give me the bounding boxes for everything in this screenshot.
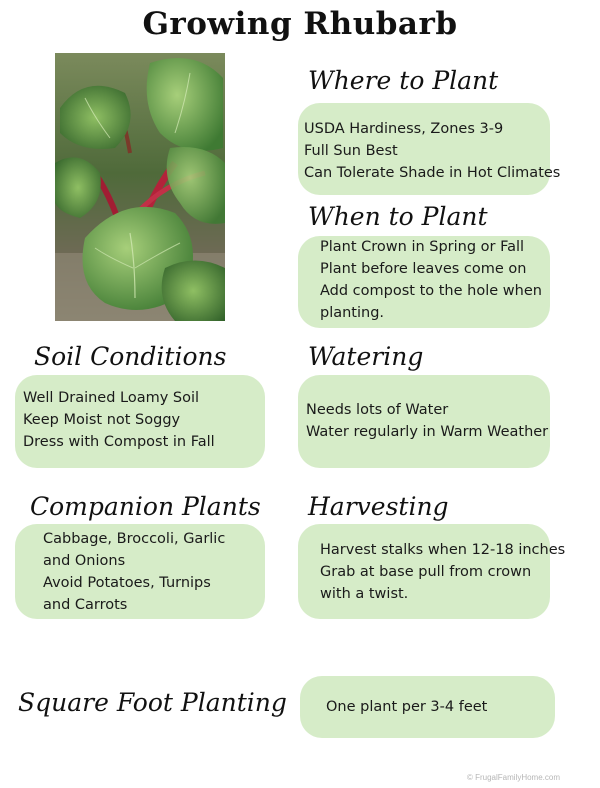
square-foot-line: One plant per 3-4 feet xyxy=(326,699,488,715)
where-to-plant-line: Can Tolerate Shade in Hot Climates xyxy=(304,165,561,181)
companion-plants-line: and Onions xyxy=(43,553,126,569)
companion-plants-line: Cabbage, Broccoli, Garlic xyxy=(43,531,226,547)
where-to-plant-box xyxy=(298,103,561,195)
soil-conditions-line: Keep Moist not Soggy xyxy=(23,412,181,428)
footer-credit: © FrugalFamilyHome.com xyxy=(466,773,560,782)
soil-conditions-line: Well Drained Loamy Soil xyxy=(23,390,200,406)
square-foot-box xyxy=(300,676,555,738)
where-to-plant-heading: Where to Plant xyxy=(308,66,499,95)
when-to-plant-heading: When to Plant xyxy=(308,202,488,231)
watering-heading: Watering xyxy=(308,342,424,371)
watering-line: Water regularly in Warm Weather xyxy=(306,424,549,440)
when-to-plant-line: planting. xyxy=(320,305,385,321)
rhubarb-photo xyxy=(55,53,225,321)
watering-line: Needs lots of Water xyxy=(306,402,449,418)
harvesting-line: with a twist. xyxy=(320,586,409,602)
rhubarb-photo-illustration xyxy=(55,53,225,321)
companion-plants-heading: Companion Plants xyxy=(30,492,261,521)
companion-plants-box xyxy=(15,524,265,619)
soil-conditions-line: Dress with Compost in Fall xyxy=(23,434,215,450)
harvesting-line: Grab at base pull from crown xyxy=(320,564,532,580)
when-to-plant-line: Add compost to the hole when xyxy=(320,283,542,299)
soil-conditions-heading: Soil Conditions xyxy=(34,342,227,371)
companion-plants-line: Avoid Potatoes, Turnips xyxy=(43,575,211,591)
harvesting-box xyxy=(298,524,566,619)
when-to-plant-line: Plant before leaves come on xyxy=(320,261,527,277)
harvesting-line: Harvest stalks when 12-18 inches xyxy=(320,542,566,558)
square-foot-heading: Square Foot Planting xyxy=(18,688,287,717)
page-title: Growing Rhubarb xyxy=(142,6,458,42)
when-to-plant-box xyxy=(298,236,550,328)
soil-conditions-box xyxy=(15,375,265,468)
where-to-plant-line: Full Sun Best xyxy=(304,143,398,159)
watering-box xyxy=(298,375,550,468)
companion-plants-line: and Carrots xyxy=(43,597,128,613)
when-to-plant-line: Plant Crown in Spring or Fall xyxy=(320,239,525,255)
where-to-plant-line: USDA Hardiness, Zones 3-9 xyxy=(304,121,504,137)
harvesting-heading: Harvesting xyxy=(308,492,449,521)
